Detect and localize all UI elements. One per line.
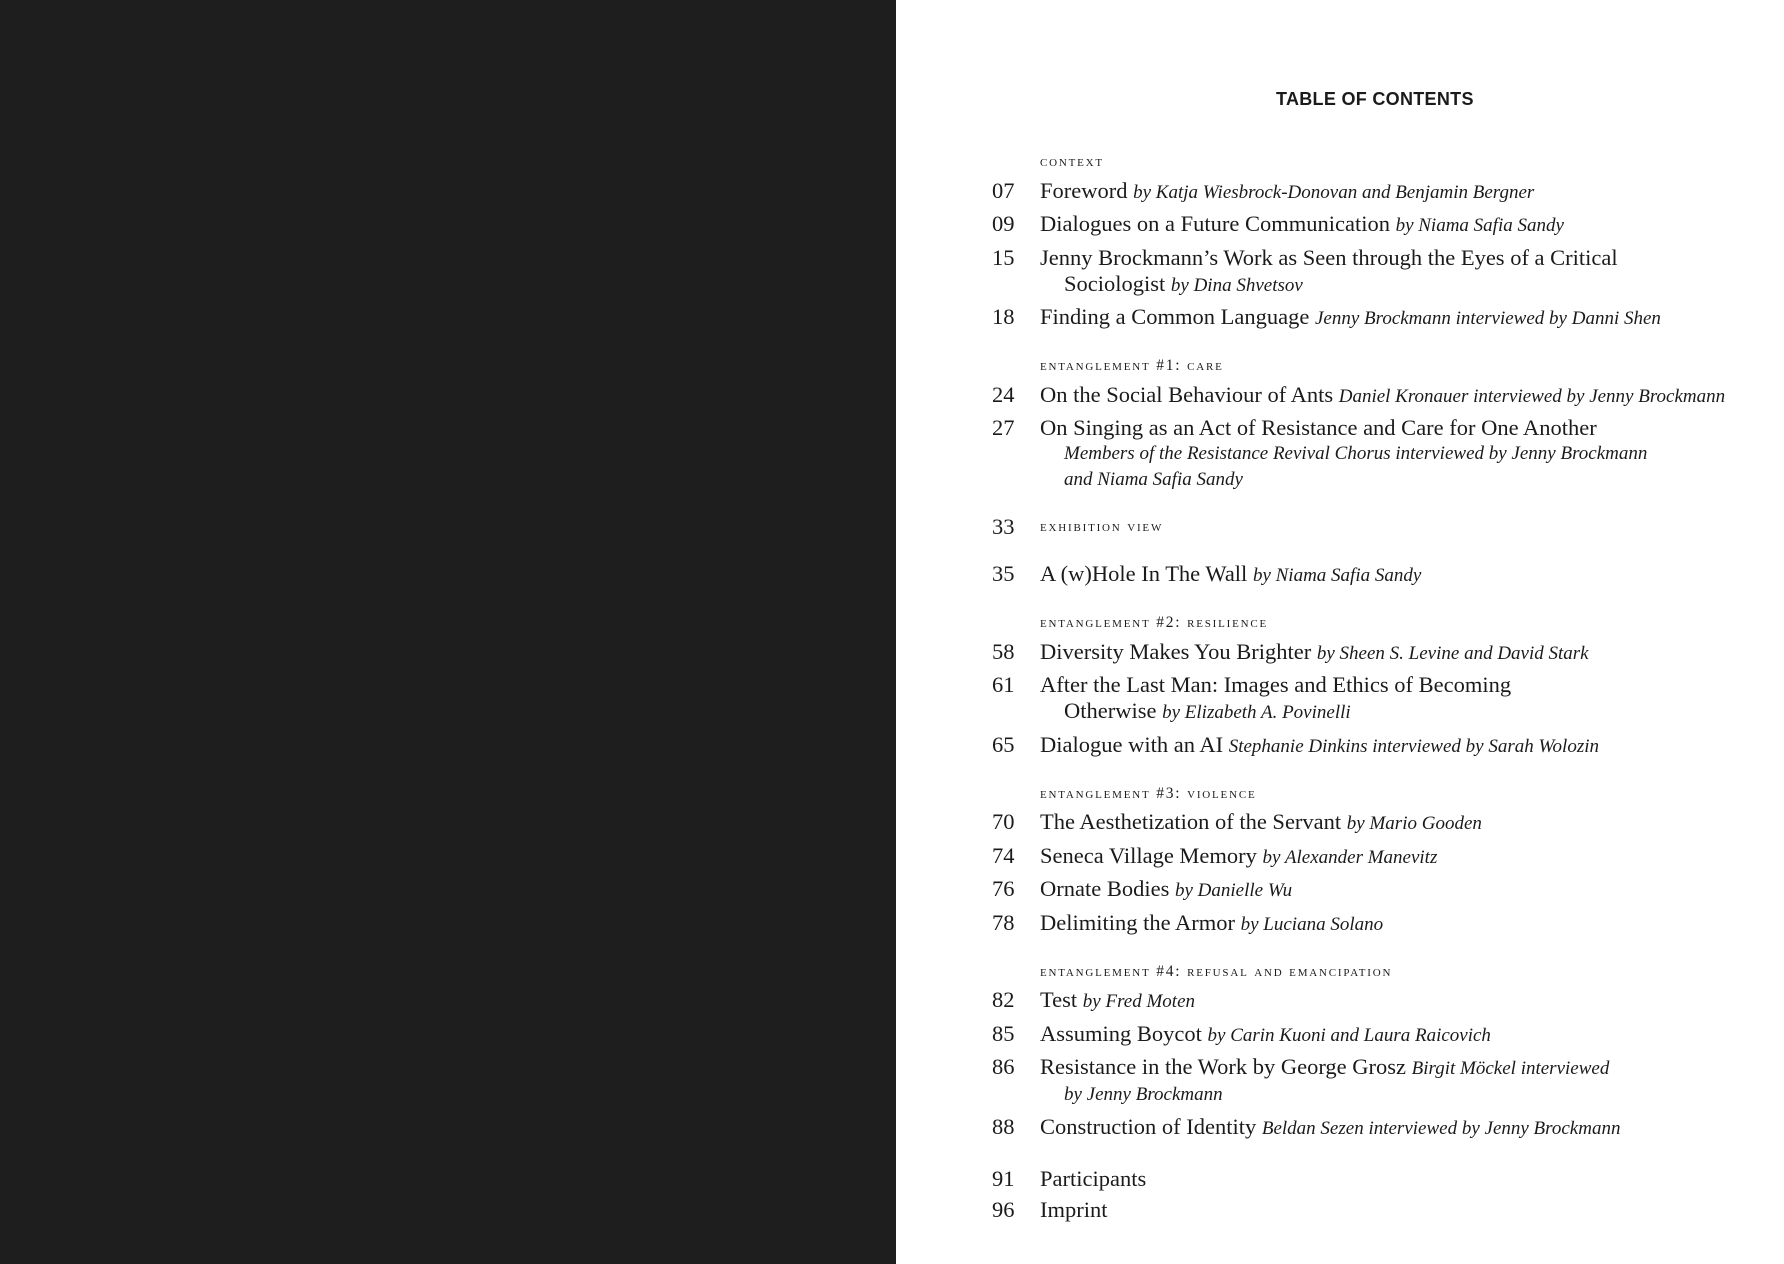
toc-page-number: 88 (992, 1113, 1015, 1139)
toc-entry[interactable] (992, 732, 1752, 760)
toc-entry-author-cont: by Jenny Brockmann (1064, 1084, 1223, 1105)
toc-page-number: 61 (992, 672, 1015, 697)
toc-entry[interactable] (992, 1021, 1752, 1049)
toc-entry-title: Resistance in the Work by George Grosz (1040, 1054, 1407, 1079)
toc-entry-title: On the Social Behaviour of Ants (1040, 381, 1334, 407)
toc-entry-title: Diversity Makes You Brighter (1040, 638, 1312, 664)
toc-entry-title: Imprint (1040, 1197, 1108, 1222)
toc-page-number: 09 (992, 211, 1015, 236)
toc-page (896, 0, 1784, 1264)
toc-entry-author: by Niama Safia Sandy (1252, 565, 1422, 586)
toc-entry-title: Construction of Identity (1040, 1113, 1257, 1139)
toc-entry-title: On Singing as an Act of Resistance and Care for One Another (1040, 415, 1597, 440)
toc-entry-title-cont: Otherwise (1064, 698, 1157, 723)
toc-entry-title: Foreword (1040, 177, 1128, 203)
toc-entry[interactable] (992, 178, 1752, 206)
toc-entry[interactable] (992, 1197, 1752, 1223)
toc-entry[interactable] (992, 382, 1752, 410)
toc-list (992, 152, 1752, 1229)
toc-section-heading (992, 613, 1752, 633)
toc-entry-title: Participants (1040, 1165, 1147, 1191)
toc-entry-title: The Aesthetization of the Servant (1040, 809, 1342, 834)
toc-page-number: 70 (992, 809, 1015, 834)
toc-page-number: 18 (992, 304, 1015, 329)
toc-page-number: 82 (992, 987, 1015, 1012)
toc-entry-author: by Carin Kuoni and Laura Raicovich (1207, 1024, 1491, 1046)
toc-entry[interactable] (992, 211, 1752, 239)
toc-entry-author: Stephanie Dinkins interviewed by Sarah Wolozin (1228, 735, 1599, 757)
toc-page-number: 24 (992, 381, 1015, 407)
toc-entry-author: by Niama Safia Sandy (1395, 215, 1564, 236)
toc-entry[interactable] (992, 1166, 1752, 1192)
toc-entry[interactable] (992, 415, 1752, 493)
toc-entry[interactable] (992, 987, 1752, 1015)
toc-entry-title: Seneca Village Memory (1040, 842, 1257, 868)
toc-entry-author: by Mario Gooden (1346, 813, 1482, 834)
toc-section-title: entanglement #4: refusal and emancipation (1040, 962, 1393, 980)
toc-page-number: 76 (992, 876, 1015, 901)
toc-page-number: 15 (992, 244, 1015, 270)
toc-entry-author: Members of the Resistance Revival Chorus interviewed by Jenny Brockmann (1064, 443, 1648, 464)
toc-entry[interactable] (992, 843, 1752, 871)
toc-entry-author: by Katja Wiesbrock-Donovan and Benjamin Bergner (1133, 181, 1535, 203)
toc-page-number: 27 (992, 415, 1015, 440)
toc-entry-author: Beldan Sezen interviewed by Jenny Brockmann (1261, 1117, 1621, 1139)
toc-entry[interactable] (992, 672, 1752, 726)
toc-section-title: entanglement #3: violence (1040, 784, 1257, 802)
toc-entry-author: Birgit Möckel interviewed (1411, 1058, 1610, 1079)
toc-section-title: context (1040, 153, 1104, 170)
toc-section-heading (992, 356, 1752, 376)
toc-entry-author: by Elizabeth A. Povinelli (1162, 702, 1351, 723)
toc-entry-title: Dialogue with an AI (1040, 731, 1224, 757)
toc-section-title: entanglement #1: care (1040, 357, 1224, 374)
toc-section-heading[interactable] (992, 514, 1752, 539)
toc-entry[interactable] (992, 809, 1752, 837)
toc-entry-title: Jenny Brockmann’s Work as Seen through the Eyes of a Critical (1040, 244, 1618, 270)
toc-page-number: 86 (992, 1054, 1015, 1079)
toc-entry-author: Jenny Brockmann interviewed by Danni Shen (1314, 308, 1661, 329)
toc-entry-title: A (w)Hole In The Wall (1040, 561, 1248, 586)
toc-entry-title: Dialogues on a Future Communication (1040, 211, 1390, 236)
toc-entry-title: Assuming Boycot (1040, 1020, 1202, 1046)
toc-entry-title: After the Last Man: Images and Ethics of Becoming (1040, 672, 1512, 697)
toc-page-number: 96 (992, 1197, 1015, 1222)
toc-entry-title-cont: Sociologist (1064, 270, 1166, 296)
toc-entry[interactable] (992, 910, 1752, 938)
toc-entry-author: by Luciana Solano (1240, 913, 1384, 935)
toc-section-title: entanglement #2: resilience (1040, 614, 1269, 631)
toc-entry-title: Delimiting the Armor (1040, 909, 1235, 935)
toc-page-number: 33 (992, 514, 1015, 539)
toc-entry-title: Finding a Common Language (1040, 304, 1310, 329)
toc-entry-author: by Danielle Wu (1174, 880, 1293, 901)
toc-section-heading (992, 784, 1752, 804)
toc-entry-author: by Dina Shvetsov (1170, 274, 1303, 296)
toc-page-number: 65 (992, 731, 1015, 757)
toc-entry-title: Test (1040, 987, 1078, 1012)
toc-page-number: 85 (992, 1020, 1015, 1046)
toc-entry[interactable] (992, 1114, 1752, 1142)
toc-page-number: 58 (992, 638, 1015, 664)
toc-section-title: exhibition view (1040, 518, 1164, 535)
toc-entry[interactable] (992, 245, 1752, 299)
toc-entry-author-cont: and Niama Safia Sandy (1064, 469, 1243, 490)
toc-entry[interactable] (992, 639, 1752, 667)
toc-entry-author: by Fred Moten (1082, 991, 1195, 1012)
toc-entry[interactable] (992, 561, 1752, 589)
toc-entry-author: Daniel Kronauer interviewed by Jenny Brockmann (1338, 385, 1726, 407)
toc-entry-title: Ornate Bodies (1040, 876, 1170, 901)
toc-title: TABLE OF CONTENTS (1276, 89, 1474, 109)
toc-page-number: 78 (992, 909, 1015, 935)
toc-entry[interactable] (992, 304, 1752, 332)
toc-entry[interactable] (992, 876, 1752, 904)
toc-page-number: 35 (992, 561, 1015, 586)
toc-page-number: 74 (992, 842, 1015, 868)
toc-entry-author: by Sheen S. Levine and David Stark (1316, 642, 1589, 664)
toc-entry[interactable] (992, 1054, 1752, 1108)
toc-section-heading (992, 962, 1752, 982)
toc-entry-author: by Alexander Manevitz (1262, 846, 1438, 868)
toc-page-number: 91 (992, 1165, 1015, 1191)
toc-page-number: 07 (992, 177, 1015, 203)
toc-section-heading (992, 152, 1752, 172)
